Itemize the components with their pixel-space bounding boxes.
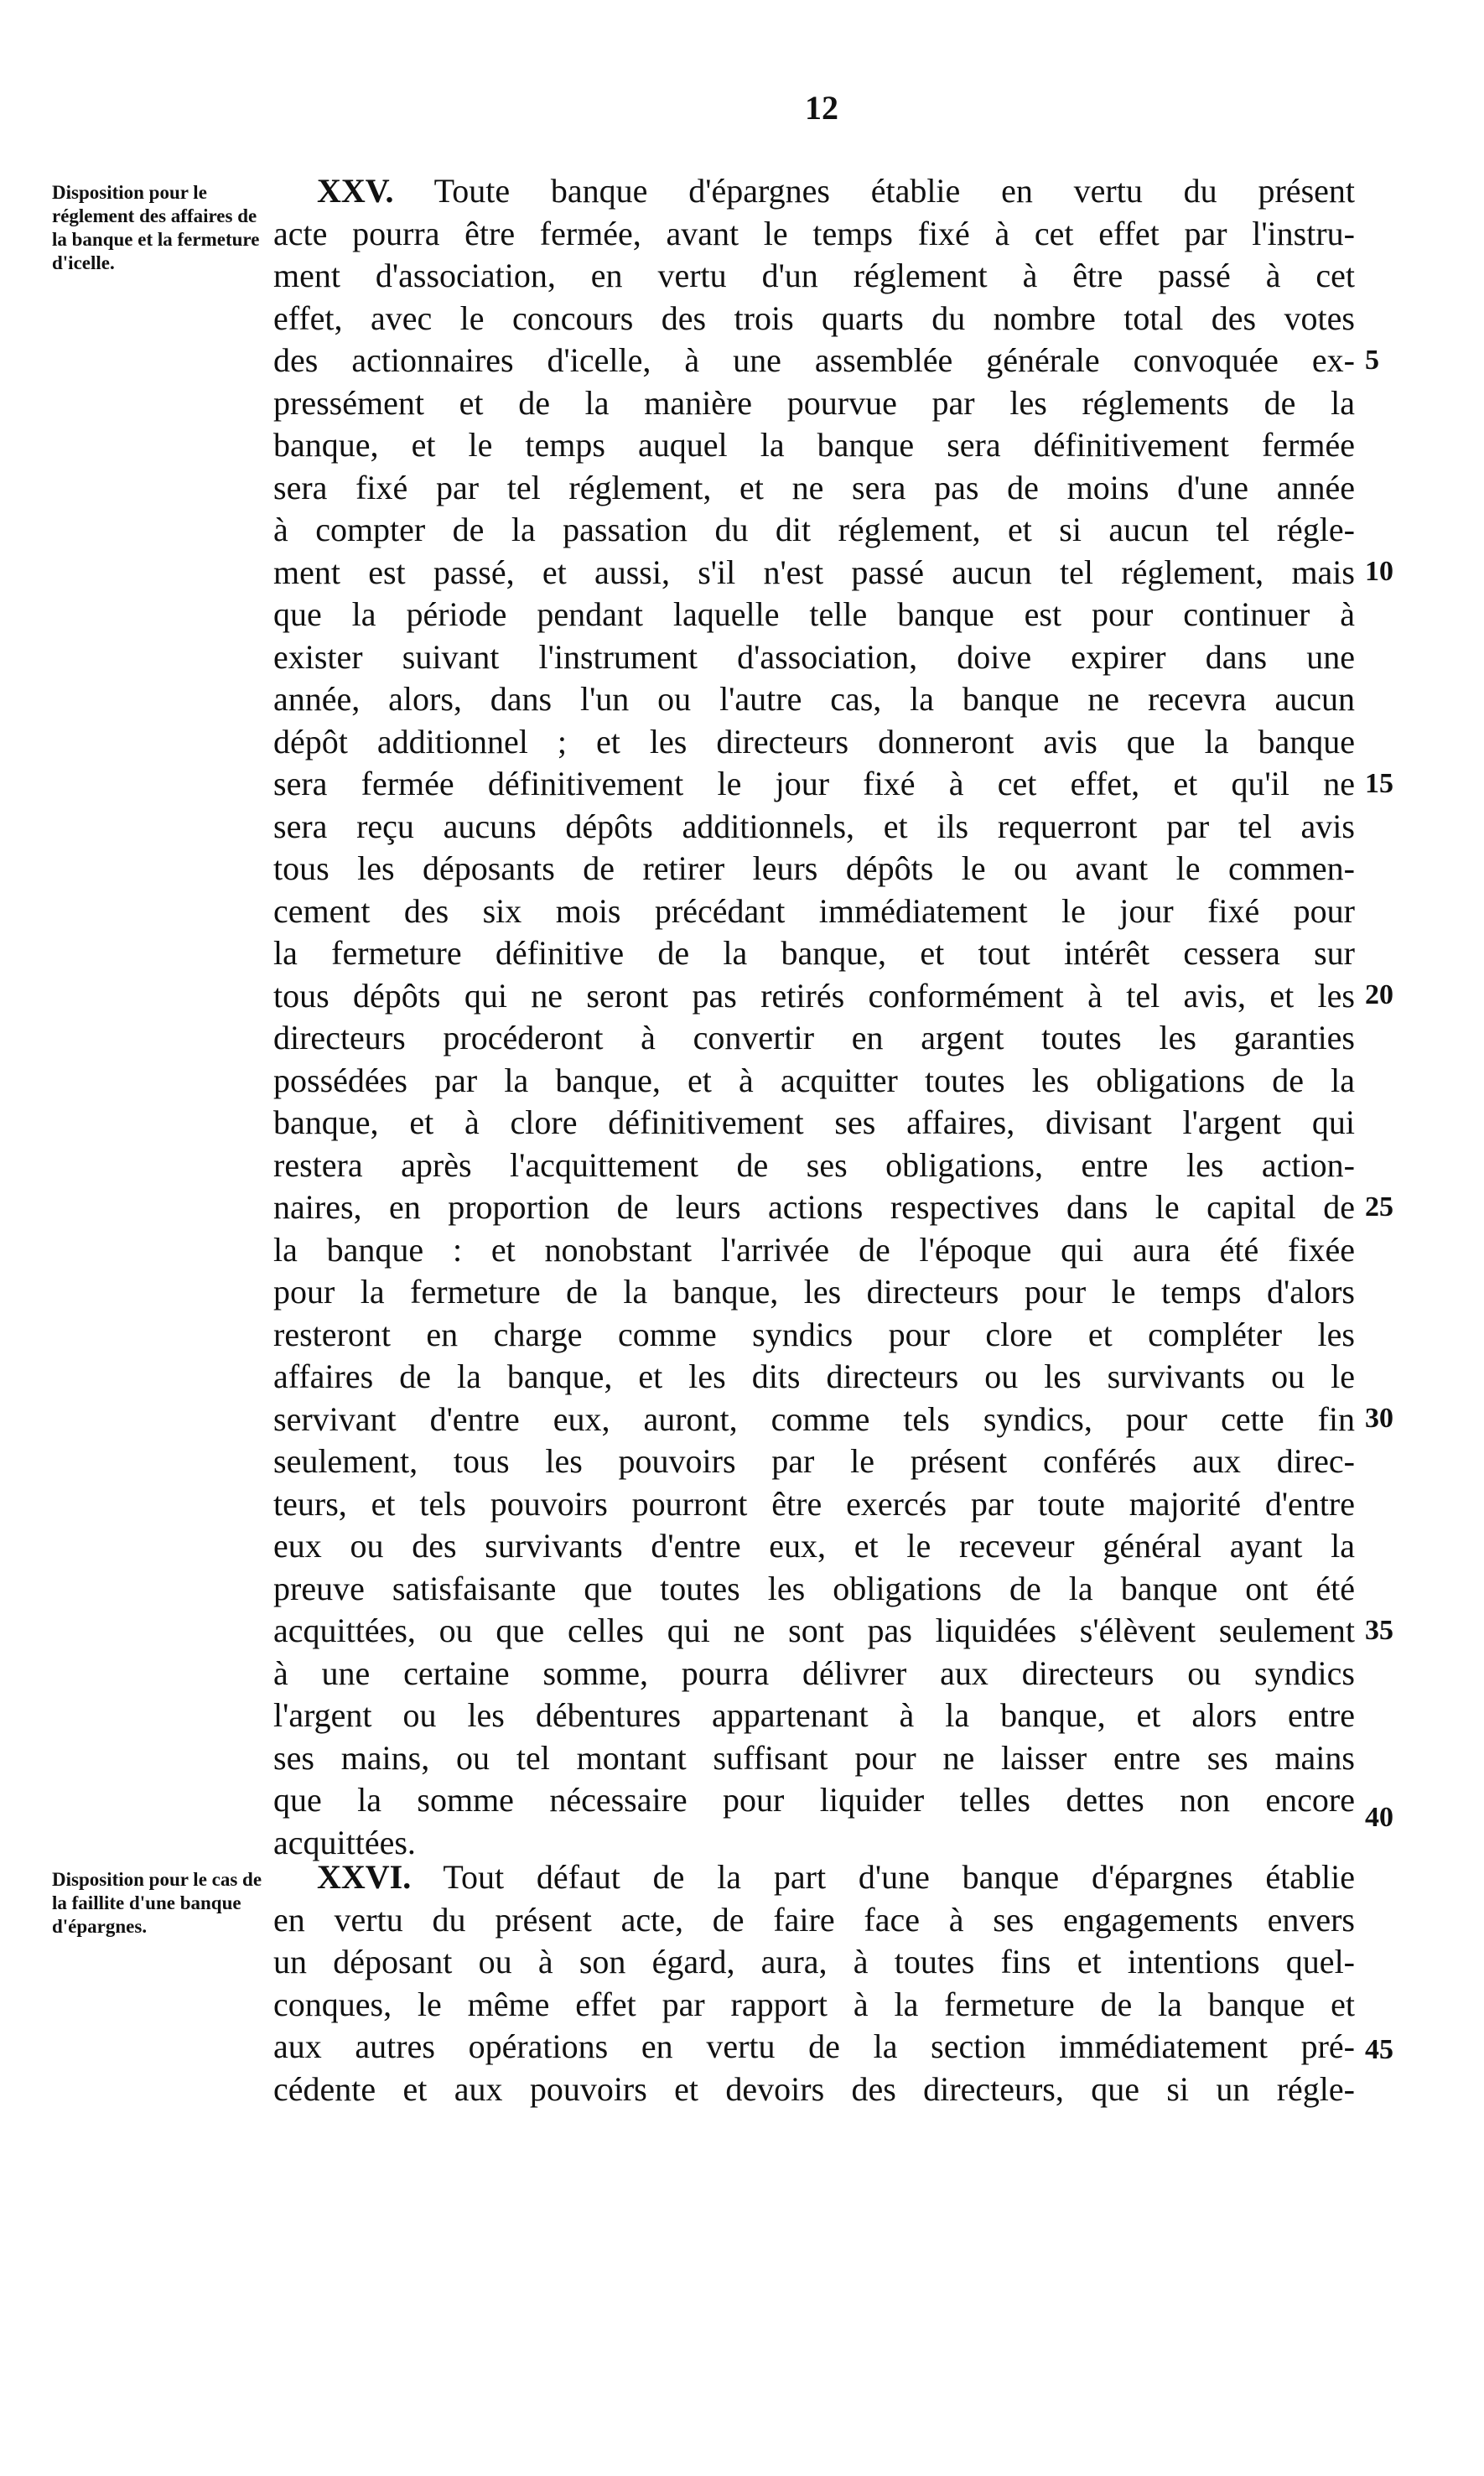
text-line: la banque : et nonobstant l'arrivée de l'époque qui aura été fixée <box>273 1230 1355 1269</box>
section-25-line-1 <box>273 170 1355 213</box>
text-line: que la période pendant laquelle telle banque est pour continuer à <box>273 595 1355 633</box>
text-line: effet, avec le concours des trois quarts du nombre total des votes <box>273 298 1355 337</box>
section-25 <box>273 170 1355 1864</box>
line-number: 25 <box>1365 1191 1393 1222</box>
text-line: la fermeture définitive de la banque, et tout intérêt cessera sur <box>273 934 1355 972</box>
section-number: XXV. <box>317 172 394 210</box>
text-line: cédente et aux pouvoirs et devoirs des directeurs, que si un régle- <box>273 2069 1355 2108</box>
section-26-line-1-text: Tout défaut de la part d'une banque d'épargnes établie <box>443 1858 1355 1896</box>
line-number: 40 <box>1365 1802 1393 1833</box>
text-line: sera fermée définitivement le jour fixé à cet effet, et qu'il ne <box>273 765 1355 802</box>
text-line: sera reçu aucuns dépôts additionnels, et ils requerront par tel avis <box>273 807 1355 845</box>
text-line: acquittées. <box>273 1823 416 1861</box>
section-26 <box>273 1856 1355 2110</box>
text-line: ment d'association, en vertu d'un réglement à être passé à cet <box>273 257 1355 294</box>
text-line: preuve satisfaisante que toutes les obligations de la banque ont été <box>273 1569 1355 1607</box>
text-line: ses mains, ou tel montant suffisant pour ne laisser entre ses mains <box>273 1738 1355 1777</box>
line-number: 45 <box>1365 2034 1393 2065</box>
text-line: resteront en charge comme syndics pour clore et compléter les <box>273 1315 1355 1353</box>
line-number: 35 <box>1365 1615 1393 1646</box>
section-number: XXVI. <box>317 1858 412 1896</box>
text-line: aux autres opérations en vertu de la section immédiatement pré- <box>273 2027 1355 2065</box>
text-line: acquittées, ou que celles qui ne sont pas liquidées s'élèvent seulement <box>273 1612 1355 1649</box>
text-line: pressément et de la manière pourvue par les réglements de la <box>273 383 1355 422</box>
text-line: acte pourra être fermée, avant le temps fixé à cet effet par l'instru- <box>273 214 1355 252</box>
sidenote-section-26: Disposition pour le cas de la faillite d'une banque d'épargnes. <box>52 1869 262 1937</box>
line-number: 15 <box>1365 768 1393 799</box>
text-line: dépôt additionnel ; et les directeurs donneront avis que la banque <box>273 722 1355 760</box>
text-line: des actionnaires d'icelle, à une assemblée générale convoquée ex- <box>273 341 1355 379</box>
text-line: banque, et à clore définitivement ses affaires, divisant l'argent qui <box>273 1103 1355 1141</box>
text-line: en vertu du présent acte, de faire face à ses engagements envers <box>273 1900 1355 1939</box>
text-line: affaires de la banque, et les dits directeurs ou les survivants ou le <box>273 1357 1355 1395</box>
line-number: 10 <box>1365 556 1393 587</box>
text-line: à compter de la passation du dit réglement, et si aucun tel régle- <box>273 511 1355 548</box>
page-number: 12 <box>805 89 838 127</box>
text-line: conques, le même effet par rapport à la fermeture de la banque et <box>273 1985 1355 2023</box>
text-line: à une certaine somme, pourra délivrer aux directeurs ou syndics <box>273 1653 1355 1692</box>
text-line: année, alors, dans l'un ou l'autre cas, la banque ne recevra aucun <box>273 680 1355 718</box>
line-number: 20 <box>1365 979 1393 1010</box>
text-line: seulement, tous les pouvoirs par le présent conférés aux direc- <box>273 1442 1355 1480</box>
text-line: cement des six mois précédant immédiatement le jour fixé pour <box>273 891 1355 930</box>
section-25-line-1-text: Toute banque d'épargnes établie en vertu du présent <box>433 172 1355 210</box>
text-line: exister suivant l'instrument d'association, doive expirer dans une <box>273 637 1355 676</box>
text-line: l'argent ou les débentures appartenant à la banque, et alors entre <box>273 1696 1355 1734</box>
text-line: pour la fermeture de la banque, les directeurs pour le temps d'alors <box>273 1273 1355 1311</box>
text-line: ment est passé, et aussi, s'il n'est passé aucun tel réglement, mais <box>273 553 1355 591</box>
text-line: tous dépôts qui ne seront pas retirés conformément à tel avis, et les <box>273 976 1355 1015</box>
text-line: banque, et le temps auquel la banque sera définitivement fermée <box>273 426 1355 464</box>
text-line: eux ou des survivants d'entre eux, et le receveur général ayant la <box>273 1527 1355 1565</box>
text-line: tous les déposants de retirer leurs dépôts le ou avant le commen- <box>273 849 1355 887</box>
line-number: 5 <box>1365 345 1379 376</box>
text-line: un déposant ou à son égard, aura, à toutes fins et intentions quel- <box>273 1943 1355 1980</box>
text-line: sera fixé par tel réglement, et ne sera pas de moins d'une année <box>273 468 1355 506</box>
text-line: restera après l'acquittement de ses obligations, entre les action- <box>273 1145 1355 1184</box>
text-line: naires, en proportion de leurs actions respectives dans le capital de <box>273 1188 1355 1226</box>
sidenote-section-25: Disposition pour le réglement des affaires de la banque et la fermeture d'icelle. <box>52 182 260 273</box>
text-line: teurs, et tels pouvoirs pourront être exercés par toute majorité d'entre <box>273 1484 1355 1523</box>
text-line: servivant d'entre eux, auront, comme tels syndics, pour cette fin <box>273 1399 1355 1438</box>
line-number: 30 <box>1365 1403 1393 1434</box>
text-line: que la somme nécessaire pour liquider telles dettes non encore <box>273 1781 1355 1819</box>
text-line: directeurs procéderont à convertir en argent toutes les garanties <box>273 1019 1355 1056</box>
section-26-line-1 <box>273 1856 1355 1899</box>
text-line: possédées par la banque, et à acquitter toutes les obligations de la <box>273 1061 1355 1099</box>
